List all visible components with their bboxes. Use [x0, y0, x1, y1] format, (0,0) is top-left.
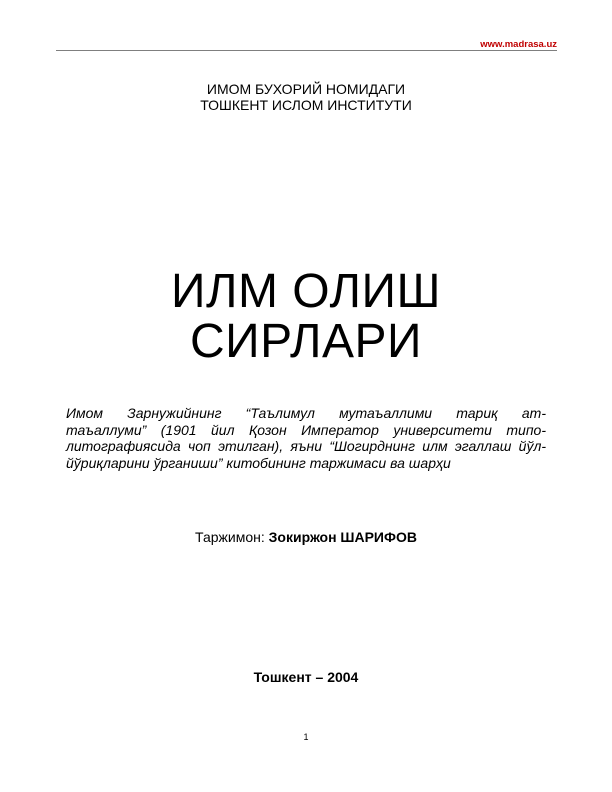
place-and-year: Тошкент – 2004 [253, 669, 359, 685]
website-link[interactable]: www.madrasa.uz [480, 39, 557, 50]
book-subtitle [66, 405, 546, 471]
subtitle-line-4: йўриқларини ўрганиши” китобининг таржимаси ва шарҳи [66, 454, 451, 471]
translator-name: Зокиржон ШАРИФОВ [268, 529, 417, 545]
institute-name [0, 81, 612, 113]
institute-line-1: ИМОМ БУХОРИЙ НОМИДАГИ [206, 81, 406, 97]
header-divider [56, 50, 557, 51]
translator-credit [0, 529, 612, 545]
title-line-1: ИЛМ ОЛИШ [170, 265, 442, 318]
subtitle-line-2: таъаллуми” (1901 йил Қозон Император университети типо- [66, 421, 546, 438]
institute-line-2: ТОШКЕНТ ИСЛОМ ИНСТИТУТИ [200, 97, 412, 113]
subtitle-line-3: литографиясида чоп этилган), яъни “Шогирднинг илм эгаллаш йўл- [66, 438, 546, 454]
book-title [0, 267, 612, 367]
page-number: 1 [303, 732, 309, 742]
translator-label: Таржимон: [195, 529, 265, 545]
subtitle-line-1: Имом Зарнужийнинг “Таълимул мутаъаллими тариқ ат- [66, 405, 546, 421]
title-line-2: СИРЛАРИ [189, 315, 422, 368]
